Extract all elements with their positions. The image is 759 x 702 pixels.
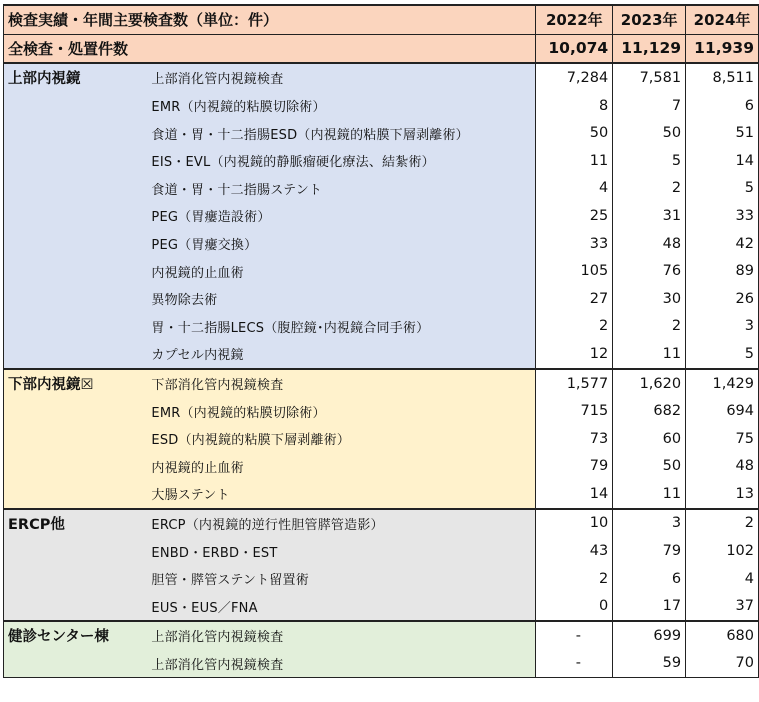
value-cell-2023: 2 (613, 313, 686, 341)
value-cell-2022: 7,284 (536, 63, 613, 92)
item-label: EIS・EVL（内視鏡的静脈瘤硬化療法、結紮術） (147, 147, 536, 175)
value-cell-2022: - (536, 621, 613, 650)
item-label: ESD（内視鏡的粘膜下層剥離術） (147, 425, 536, 453)
value-cell-2022: 27 (536, 285, 613, 313)
category-label: 健診センター棟 (4, 621, 148, 650)
value-cell-2024: 26 (686, 285, 759, 313)
table-row (4, 650, 759, 678)
value-cell-2024: 5 (686, 175, 759, 203)
value-cell-2022: 33 (536, 230, 613, 258)
item-label: 胃・十二指腸LECS（腹腔鏡･内視鏡合同手術） (147, 313, 536, 341)
table-row (4, 369, 759, 398)
category-cell-empty (4, 175, 148, 203)
item-label: 上部消化管内視鏡検査 (147, 650, 536, 678)
total-value-2023: 11,129 (613, 34, 686, 63)
value-cell-2024: 4 (686, 565, 759, 593)
category-label: 下部内視鏡☒ (4, 369, 148, 398)
value-cell-2024: 37 (686, 592, 759, 621)
table-row (4, 537, 759, 565)
value-cell-2022: 4 (536, 175, 613, 203)
total-value-2024: 11,939 (686, 34, 759, 63)
value-cell-2023: 2 (613, 175, 686, 203)
value-cell-2023: 11 (613, 480, 686, 509)
value-cell-2022: 8 (536, 92, 613, 120)
category-cell-empty (4, 425, 148, 453)
category-cell-empty (4, 537, 148, 565)
item-label: 胆管・膵管ステント留置術 (147, 565, 536, 593)
item-label: PEG（胃瘻造設術） (147, 202, 536, 230)
table-row (4, 92, 759, 120)
value-cell-2022: 105 (536, 257, 613, 285)
value-cell-2023: 50 (613, 453, 686, 481)
value-cell-2022: 715 (536, 397, 613, 425)
year-header-2023: 2023年 (613, 5, 686, 34)
value-cell-2022: 0 (536, 592, 613, 621)
value-cell-2023: 5 (613, 147, 686, 175)
value-cell-2023: 76 (613, 257, 686, 285)
value-cell-2022: 2 (536, 313, 613, 341)
value-cell-2023: 31 (613, 202, 686, 230)
table-row (4, 230, 759, 258)
category-label: ERCP他 (4, 509, 148, 538)
value-cell-2024: 48 (686, 453, 759, 481)
table-row (4, 202, 759, 230)
item-label: EMR（内視鏡的粘膜切除術） (147, 397, 536, 425)
value-cell-2024: 3 (686, 313, 759, 341)
value-cell-2023: 79 (613, 537, 686, 565)
value-cell-2023: 3 (613, 509, 686, 538)
item-label: 食道・胃・十二指腸ステント (147, 175, 536, 203)
value-cell-2024: 6 (686, 92, 759, 120)
category-cell-empty (4, 92, 148, 120)
value-cell-2024: 2 (686, 509, 759, 538)
category-cell-empty (4, 257, 148, 285)
item-label: PEG（胃瘻交換） (147, 230, 536, 258)
table-row (4, 453, 759, 481)
category-cell-empty (4, 565, 148, 593)
value-cell-2023: 30 (613, 285, 686, 313)
category-cell-empty (4, 340, 148, 369)
inspection-results-table (3, 4, 759, 678)
total-label: 全検査・処置件数 (4, 34, 536, 63)
value-cell-2023: 48 (613, 230, 686, 258)
value-cell-2022: 25 (536, 202, 613, 230)
category-cell-empty (4, 119, 148, 147)
value-cell-2024: 51 (686, 119, 759, 147)
value-cell-2023: 59 (613, 650, 686, 678)
table-row (4, 175, 759, 203)
table-row (4, 480, 759, 509)
value-cell-2024: 70 (686, 650, 759, 678)
category-cell-empty (4, 480, 148, 509)
category-cell-empty (4, 592, 148, 621)
value-cell-2022: 12 (536, 340, 613, 369)
item-label: EUS・EUS／FNA (147, 592, 536, 621)
category-label: 上部内視鏡 (4, 63, 148, 92)
value-cell-2024: 1,429 (686, 369, 759, 398)
value-cell-2024: 89 (686, 257, 759, 285)
table-title: 検査実績・年間主要検査数（単位：件） (4, 5, 536, 34)
table-row (4, 565, 759, 593)
value-cell-2023: 6 (613, 565, 686, 593)
category-cell-empty (4, 147, 148, 175)
value-cell-2023: 699 (613, 621, 686, 650)
value-cell-2023: 7,581 (613, 63, 686, 92)
value-cell-2023: 1,620 (613, 369, 686, 398)
value-cell-2023: 17 (613, 592, 686, 621)
value-cell-2022: 43 (536, 537, 613, 565)
item-label: 大腸ステント (147, 480, 536, 509)
table-row (4, 147, 759, 175)
table-row (4, 285, 759, 313)
category-cell-empty (4, 453, 148, 481)
year-header-2024: 2024年 (686, 5, 759, 34)
item-label: 食道・胃・十二指腸ESD（内視鏡的粘膜下層剥離術） (147, 119, 536, 147)
value-cell-2022: 79 (536, 453, 613, 481)
table-row (4, 313, 759, 341)
value-cell-2024: 33 (686, 202, 759, 230)
value-cell-2022: 10 (536, 509, 613, 538)
value-cell-2022: 2 (536, 565, 613, 593)
category-cell-empty (4, 313, 148, 341)
total-row (4, 34, 759, 63)
table-row (4, 509, 759, 538)
value-cell-2022: 14 (536, 480, 613, 509)
item-label: カプセル内視鏡 (147, 340, 536, 369)
item-label: 内視鏡的止血術 (147, 453, 536, 481)
value-cell-2022: 50 (536, 119, 613, 147)
value-cell-2024: 5 (686, 340, 759, 369)
item-label: 上部消化管内視鏡検査 (147, 63, 536, 92)
category-cell-empty (4, 650, 148, 678)
value-cell-2023: 60 (613, 425, 686, 453)
value-cell-2024: 14 (686, 147, 759, 175)
value-cell-2023: 7 (613, 92, 686, 120)
item-label: 上部消化管内視鏡検査 (147, 621, 536, 650)
value-cell-2024: 8,511 (686, 63, 759, 92)
table-row (4, 592, 759, 621)
table-row (4, 119, 759, 147)
item-label: 異物除去術 (147, 285, 536, 313)
table-row (4, 257, 759, 285)
item-label: EMR（内視鏡的粘膜切除術） (147, 92, 536, 120)
value-cell-2022: 73 (536, 425, 613, 453)
value-cell-2024: 75 (686, 425, 759, 453)
value-cell-2024: 42 (686, 230, 759, 258)
table-row (4, 425, 759, 453)
category-cell-empty (4, 202, 148, 230)
item-label: ERCP（内視鏡的逆行性胆管膵管造影） (147, 509, 536, 538)
value-cell-2024: 102 (686, 537, 759, 565)
item-label: ENBD・ERBD・EST (147, 537, 536, 565)
item-label: 下部消化管内視鏡検査 (147, 369, 536, 398)
value-cell-2022: 1,577 (536, 369, 613, 398)
table-row (4, 397, 759, 425)
table-row (4, 63, 759, 92)
table-row (4, 621, 759, 650)
header-row (4, 5, 759, 34)
value-cell-2024: 680 (686, 621, 759, 650)
item-label: 内視鏡的止血術 (147, 257, 536, 285)
value-cell-2023: 11 (613, 340, 686, 369)
value-cell-2023: 50 (613, 119, 686, 147)
value-cell-2024: 13 (686, 480, 759, 509)
total-value-2022: 10,074 (536, 34, 613, 63)
category-cell-empty (4, 230, 148, 258)
value-cell-2024: 694 (686, 397, 759, 425)
category-cell-empty (4, 397, 148, 425)
value-cell-2023: 682 (613, 397, 686, 425)
value-cell-2022: - (536, 650, 613, 678)
category-cell-empty (4, 285, 148, 313)
table-row (4, 340, 759, 369)
value-cell-2022: 11 (536, 147, 613, 175)
year-header-2022: 2022年 (536, 5, 613, 34)
